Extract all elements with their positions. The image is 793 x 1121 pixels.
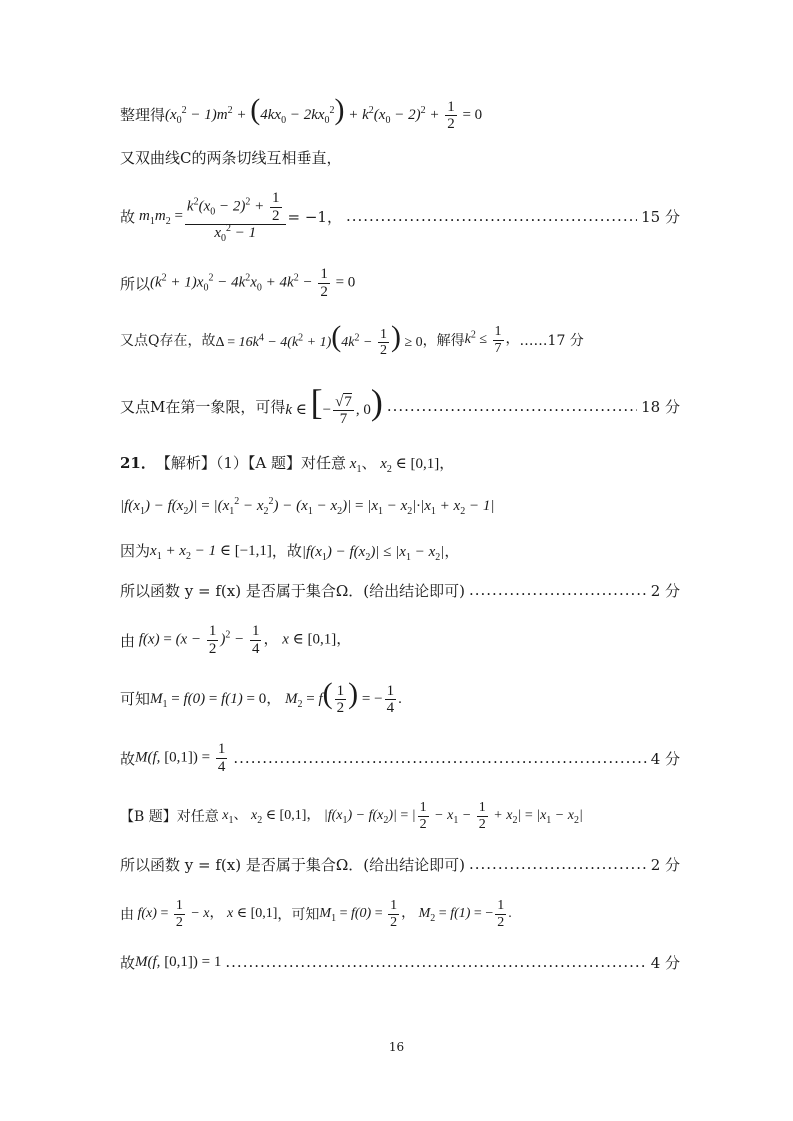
leader-dots: [387, 397, 637, 415]
leader-dots: [346, 207, 637, 225]
equation: $(x_0^2 - 1)m^2 + (4kx_0 - 2kx_0^2) + k^2(x_0 - 2)^2$ + $\frac{1}{2}$ = 0: [165, 93, 483, 133]
leader-dots: [225, 953, 646, 971]
equation: f(x) = (x − $\frac{1}{2}$ )$^2$ − $\frac{1}{4}$ ， x ∈ [0,1]，: [135, 623, 352, 657]
equation: $(k^2 + 1)x_0^2 - 4k^2x_0 + 4k^2$ − $\frac{1}{2}$ = 0: [150, 266, 356, 300]
equation: $|f(x_1) - f(x_2)| = |(x_1^2 - x_2^2) - (x_1 - x_2)| = |x_1 - x_2|\cdot|x_1 + x_2 - 1|$: [120, 495, 495, 517]
equation-line-5: 又点Q存在，故 $\Delta = 16k^4 - 4(k^2 + 1)(4k^2$ − $\frac{1}{2}$ ) ≥ 0 ，解得 $k^2$ ≤ $\frac{1}{7}$ ， ……17 分: [120, 319, 584, 358]
score-label: 2 分: [650, 581, 680, 600]
score-label: 15 分: [641, 207, 680, 226]
equation: M(f, [0,1]) = $\frac{1}{4}$: [135, 741, 226, 775]
equation-line-16: 由 f(x) = $\frac{1}{2}$ − x， x ∈ [0,1] ，可知 $M_1 = f(0)$ = $\frac{1}{2}$ ， $M_2 = f(1)$ = − $\frac{1}{2}$ .: [120, 898, 512, 930]
equation: $m_1m_2$ =: [139, 207, 183, 227]
leader-dots: [233, 749, 646, 767]
score-label: 18 分: [641, 397, 680, 416]
equation: $\Delta = 16k^4 - 4(k^2 + 1)(4k^2$ − $\frac{1}{2}$ ) ≥ 0: [215, 319, 423, 358]
page-number: 16: [388, 1040, 405, 1054]
equation-line-1: [120, 93, 680, 133]
equation-line-11: 由 f(x) = (x − $\frac{1}{2}$ )$^2$ − $\frac{1}{4}$ ， x ∈ [0,1]，: [120, 623, 352, 657]
fraction: $k^2(x_0 - 2)^2$ + $\frac{1}{2}$ $x_0^2 - 1$: [185, 190, 286, 242]
leader-dots: [469, 855, 647, 873]
text-line-2: 又双曲线C的两条切线互相垂直，: [120, 148, 342, 167]
leader-dots: [469, 581, 647, 599]
problem-21-b-heading: 【B 题】对任意 $x_1$、 $x_2$ ∈ [0,1]， $|f(x_1) - f(x_2)|$ = | $\frac{1}{2}$ − $x_1$ − $\frac{1}{2}$ + $x_2| = |x_1 - x_2|$: [120, 800, 583, 832]
text-prefix: 整理得: [120, 105, 166, 124]
equation: k ∈ [− $\frac{√7}{7}$ , 0): [285, 382, 383, 428]
equation-line-8: [120, 492, 680, 520]
score-label: 4 分: [650, 749, 680, 768]
problem-number: 21．: [120, 453, 156, 472]
equation: $x_1$、 $x_2$ ∈ [0,1]， $|f(x_1) - f(x_2)|$ = | $\frac{1}{2}$ − $x_1$ − $\frac{1}{2}$ + $x_2| = |x_1 - x_2|$: [218, 800, 583, 832]
text-line-15: 所以函数 y = f(x) 是否属于集合Ω．(给出结论即可) ..... 2 分: [120, 852, 680, 876]
equation-line-3: 故 $m_1m_2$ = $k^2(x_0 - 2)^2$ + $\frac{1}{2}$ $x_0^2 - 1$ = −1， ..... 15 分: [120, 185, 680, 247]
text-line-10: 所以函数 y = f(x) 是否属于集合Ω．(给出结论即可) ..... 2 分: [120, 578, 680, 602]
equation-line-9: 因为 $x_1 + x_2 - 1$ ∈ [−1,1] ，故 $|f(x_1) - f(x_2)| \le |x_1 - x_2|$，: [120, 541, 460, 563]
equation-line-17: 故 M(f, [0,1]) = 1 ..... 4 分: [120, 950, 680, 974]
score-label: 4 分: [650, 953, 680, 972]
equation-line-13: 故 M(f, [0,1]) = $\frac{1}{4}$ ..... 4 分: [120, 738, 680, 778]
problem-21-heading: 21． 【解析】（1）【A 题】对任意 $x_1$、 $x_2$ ∈ [0,1]，: [120, 453, 455, 475]
equation-line-12: 可知 $M_1 = f(0) = f(1) = 0$， $M_2 = f$( $\frac{1}{2}$ ) = − $\frac{1}{4}$ .: [120, 677, 402, 717]
score-label: ……17 分: [519, 333, 584, 349]
equation-line-6: 又点M在第一象限，可得 k ∈ [− $\frac{√7}{7}$ , 0) ..... 18 分: [120, 382, 680, 430]
equation-line-4: 所以 $(k^2 + 1)x_0^2 - 4k^2x_0 + 4k^2$ − $\frac{1}{2}$ = 0: [120, 266, 356, 300]
score-label: 2 分: [650, 855, 680, 874]
equation: $M_1 = f(0) = f(1) = 0$， $M_2 = f$( $\frac{1}{2}$ ) = − $\frac{1}{4}$ .: [150, 677, 402, 717]
